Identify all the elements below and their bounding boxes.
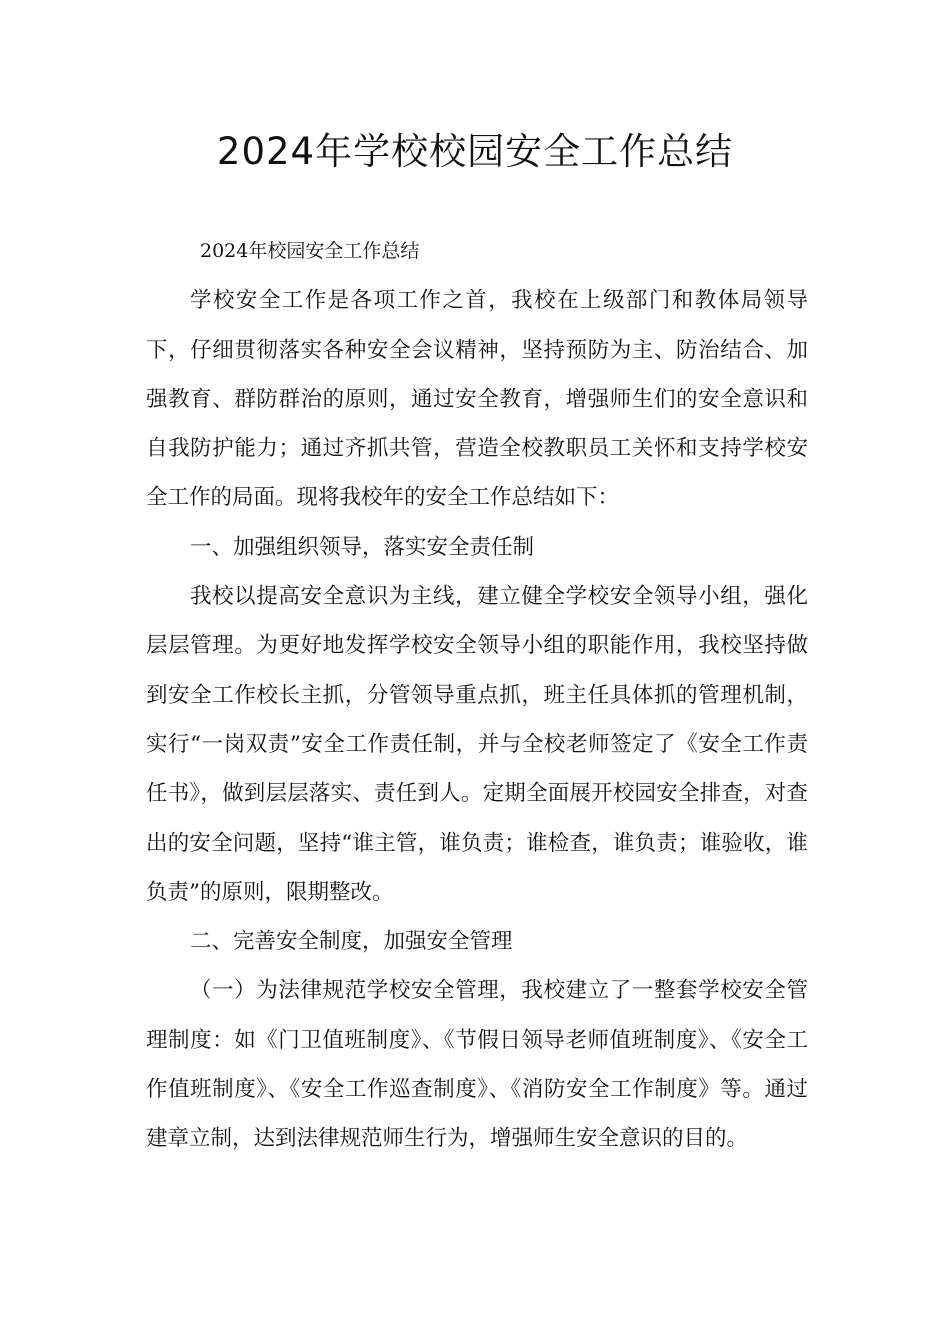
paragraph-intro: 学校安全工作是各项工作之首，我校在上级部门和教体局领导下，仔细贯彻落实各种安全会议精神，坚持预防为主、防治结合、加强教育、群防群治的原则，通过安全教育，增强师生们的安全意识和自我防护能力；通过齐抓共管，营造全校教职员工关怀和支持学校安全工作的局面。现将我校年的安全工作总结如下：: [146, 288, 808, 511]
document-title: 2024年学校校园安全工作总结: [216, 130, 734, 173]
paragraph-section-1: 我校以提高安全意识为主线，建立健全学校安全领导小组，强化层层管理。为更好地发挥学校安全领导小组的职能作用，我校坚持做到安全工作校长主抓，分管领导重点抓，班主任具体抓的管理机制，实行“一岗双责”安全工作责任制，并与全校老师签定了《安全工作责任书》，做到层层落实、责任到人。定期全面展开校园安全排查，对查出的安全问题，坚持“谁主管，谁负责；谁检查，谁负责；谁验收，谁负责”的原则，限期整改。: [146, 584, 808, 905]
section-heading-1: 一、加强组织领导，落实安全责任制: [190, 534, 535, 560]
document-subtitle: 2024年校园安全工作总结: [200, 240, 420, 262]
document-body: [146, 227, 808, 1164]
section-heading-2: 二、完善安全制度，加强安全管理: [190, 929, 513, 955]
paragraph-section-2-item-1: （一）为法律规范学校安全管理，我校建立了一整套学校安全管理制度：如《门卫值班制度》、《节假日领导老师值班制度》、《安全工作值班制度》、《安全工作巡查制度》、《消防安全工作制度》等。通过建章立制，达到法律规范师生行为，增强师生安全意识的目的。: [146, 978, 808, 1152]
